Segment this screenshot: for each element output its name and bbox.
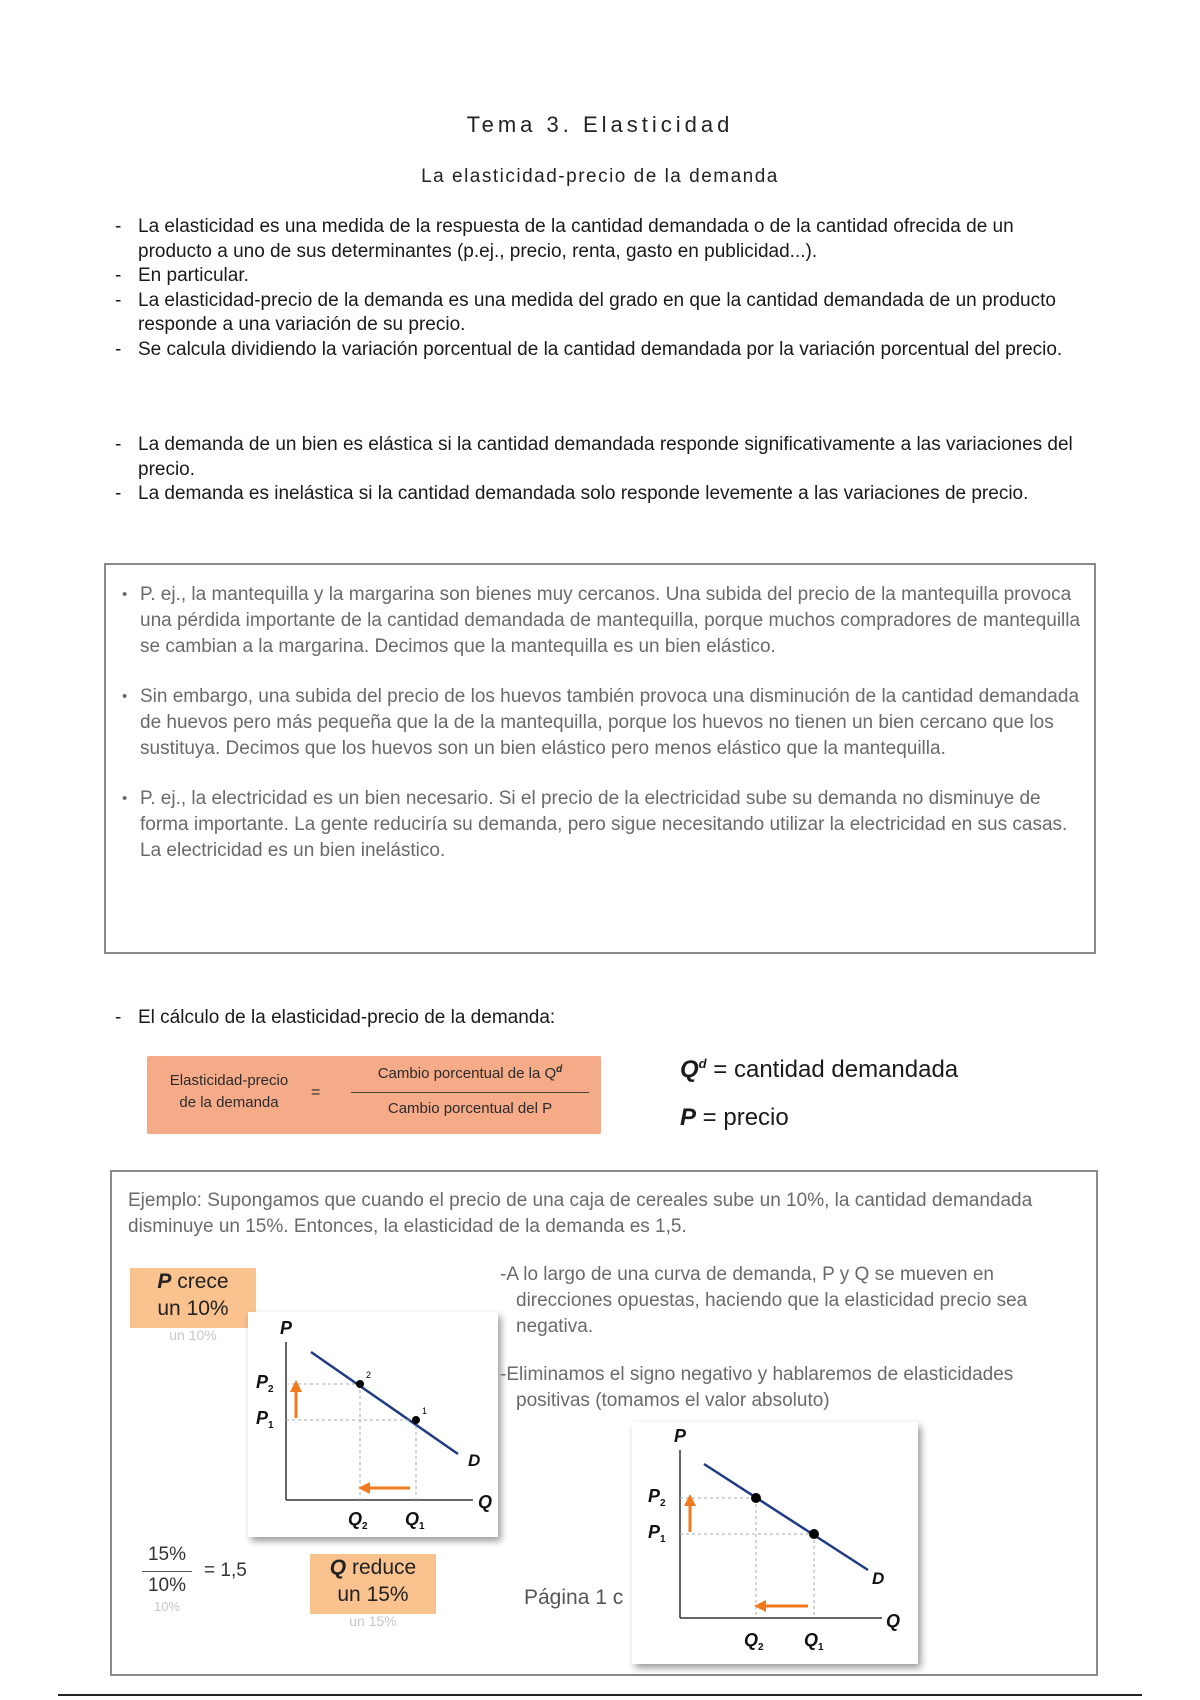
q2-label: Q (744, 1630, 759, 1650)
page-number: Página 1 c (524, 1586, 624, 1609)
axis-q-label: Q (886, 1611, 901, 1631)
formula-denominator: Cambio porcentual del P (387, 1100, 553, 1117)
list-item: - En particular. (112, 264, 1092, 289)
point-2 (356, 1380, 364, 1388)
tag-p-line2: un 10% (157, 1297, 229, 1320)
q-text: = cantidad demandada (706, 1056, 959, 1083)
curve-label: D (468, 1451, 481, 1470)
demand-graph-large (632, 1422, 918, 1664)
q1-sub: 1 (818, 1642, 824, 1653)
footer-divider (58, 1694, 1142, 1696)
section-subtitle: La elasticidad-precio de la demanda (421, 166, 779, 187)
formula-lhs-line1: Elasticidad-precio (169, 1072, 289, 1089)
price-increase-tag (130, 1268, 256, 1343)
q1-label: Q (804, 1630, 819, 1650)
tag-q-line1: reduce (346, 1556, 417, 1579)
tag-q-symbol: Q (329, 1556, 347, 1579)
p1-sub: 1 (268, 1420, 274, 1431)
calculation-heading (112, 1006, 1092, 1031)
note-opposite-directions: -A lo largo de una curva de demanda, P y Q se mueven en direcciones opuestas, haciendo que la elasticidad precio sea negativa. (500, 1264, 1028, 1337)
list-item: - La elasticidad-precio de la demanda es una medida del grado en que la cantidad demandada de un producto responde a una variación de su precio. (112, 289, 1092, 338)
demand-curve (704, 1464, 868, 1570)
q2-sub: 2 (758, 1642, 764, 1653)
q2-label: Q (348, 1509, 363, 1529)
p2-label: P (648, 1486, 661, 1506)
ratio-line (142, 1571, 192, 1572)
demand-graph-large-svg (632, 1422, 918, 1664)
legend-price (680, 1104, 980, 1152)
list-item: - El cálculo de la elasticidad-precio de la demanda: (112, 1006, 1092, 1031)
tag-p-reflection: un 10% (169, 1327, 217, 1343)
p-symbol: P (680, 1104, 697, 1131)
list-item: - Se calcula dividiendo la variación porcentual de la cantidad demandada por la variación porcentual del precio. (112, 338, 1092, 363)
q-symbol: Q (680, 1056, 699, 1083)
list-item: - La elasticidad es una medida de la respuesta de la cantidad demandada o de la cantidad ofrecida de un producto a uno de sus determinantes (p.ej., precio, renta, gasto en publicidad...). (112, 215, 1092, 264)
axis-p-label: P (280, 1318, 293, 1338)
quantity-decrease-tag (310, 1554, 436, 1629)
note-absolute-value: -Eliminamos el signo negativo y hablaremos de elasticidades positivas (tomamos el valor absoluto) (500, 1364, 1014, 1411)
tag-p-line1: crece (171, 1270, 229, 1293)
q2-sub: 2 (362, 1521, 368, 1532)
ratio-numerator: 15% (147, 1544, 187, 1565)
price-up-arrowhead (290, 1380, 302, 1392)
list-item: - La demanda es inelástica si la cantidad demandada solo responde levemente a las variaciones de precio. (112, 482, 1092, 507)
ratio-reflection: 10% (153, 1599, 181, 1614)
demand-graph-small (248, 1312, 498, 1537)
tag-q-line2: un 15% (337, 1583, 409, 1606)
formula-numerator (351, 1064, 589, 1082)
list-item: - La demanda de un bien es elástica si la cantidad demandada responde significativamente a las variaciones del precio. (112, 433, 1092, 482)
elasticity-bullet-list (112, 433, 1092, 507)
ratio-denominator: 10% (147, 1575, 187, 1596)
p1-label: P (648, 1522, 661, 1542)
p2-label: P (256, 1372, 269, 1392)
example-item: • Sin embargo, una subida del precio de los huevos también provoca una disminución de la cantidad demandada de huevos pero más pequeña que la de la mantequilla, porque los huevos no tienen un bien cercano que los sustituya. Decimos que los huevos son un bien elástico pero menos elástico que la mantequilla. (122, 684, 1082, 762)
examples-list (122, 582, 1082, 888)
numerator-sup: d (556, 1064, 563, 1075)
curve-label: D (872, 1569, 885, 1588)
q-sup: d (698, 1056, 707, 1071)
p1-label: P (256, 1408, 269, 1428)
intro-bullet-list (112, 215, 1092, 362)
point-2-label: 2 (366, 1370, 372, 1380)
p2-sub: 2 (268, 1384, 274, 1395)
example-item: • P. ej., la electricidad es un bien necesario. Si el precio de la electricidad sube su demanda no disminuye de forma importante. La gente reduciría su demanda, pero sigue necesitando utilizar la electricidad en sus casas. La electricidad es un bien inelástico. (122, 786, 1082, 864)
tag-p-symbol: P (157, 1270, 172, 1293)
numerator-text: Cambio porcentual de la Q (377, 1065, 557, 1082)
demand-graph-small-svg (248, 1312, 498, 1537)
fraction-line (351, 1092, 589, 1093)
formula-lhs (159, 1070, 299, 1114)
ratio-result: = 1,5 (204, 1560, 247, 1581)
legend-quantity (680, 1056, 980, 1104)
example-item: • P. ej., la mantequilla y la margarina son bienes muy cercanos. Una subida del precio de la mantequilla provoca una pérdida importante de la cantidad demandada de mantequilla, porque muchos compradores de mantequilla se cambian a la margarina. Decimos que la mantequilla es un bien elástico. (122, 582, 1082, 660)
page-title: Tema 3. Elasticidad (466, 112, 734, 137)
formula-equals: = (311, 1084, 321, 1101)
example-text: Ejemplo: Supongamos que cuando el precio de una caja de cereales sube un 10%, la cantidad demandada disminuye un 15%. Entonces, la elasticidad de la demanda es 1,5. (128, 1190, 1033, 1237)
q1-sub: 1 (419, 1521, 425, 1532)
point-1 (809, 1529, 819, 1539)
axis-q-label: Q (478, 1492, 493, 1512)
tag-q-reflection: un 15% (349, 1613, 397, 1629)
point-1 (412, 1416, 420, 1424)
demand-curve (311, 1352, 458, 1454)
q1-label: Q (405, 1509, 420, 1529)
point-2 (751, 1493, 761, 1503)
p2-sub: 2 (660, 1498, 666, 1509)
sign-notes (500, 1262, 1080, 1436)
price-up-arrowhead (684, 1494, 696, 1506)
elasticity-formula (147, 1056, 601, 1134)
axis-p-label: P (674, 1426, 687, 1446)
symbol-legend (680, 1056, 980, 1152)
p1-sub: 1 (660, 1534, 666, 1545)
point-1-label: 1 (422, 1406, 428, 1416)
formula-lhs-line2: de la demanda (179, 1094, 279, 1111)
p-text: = precio (696, 1104, 789, 1131)
